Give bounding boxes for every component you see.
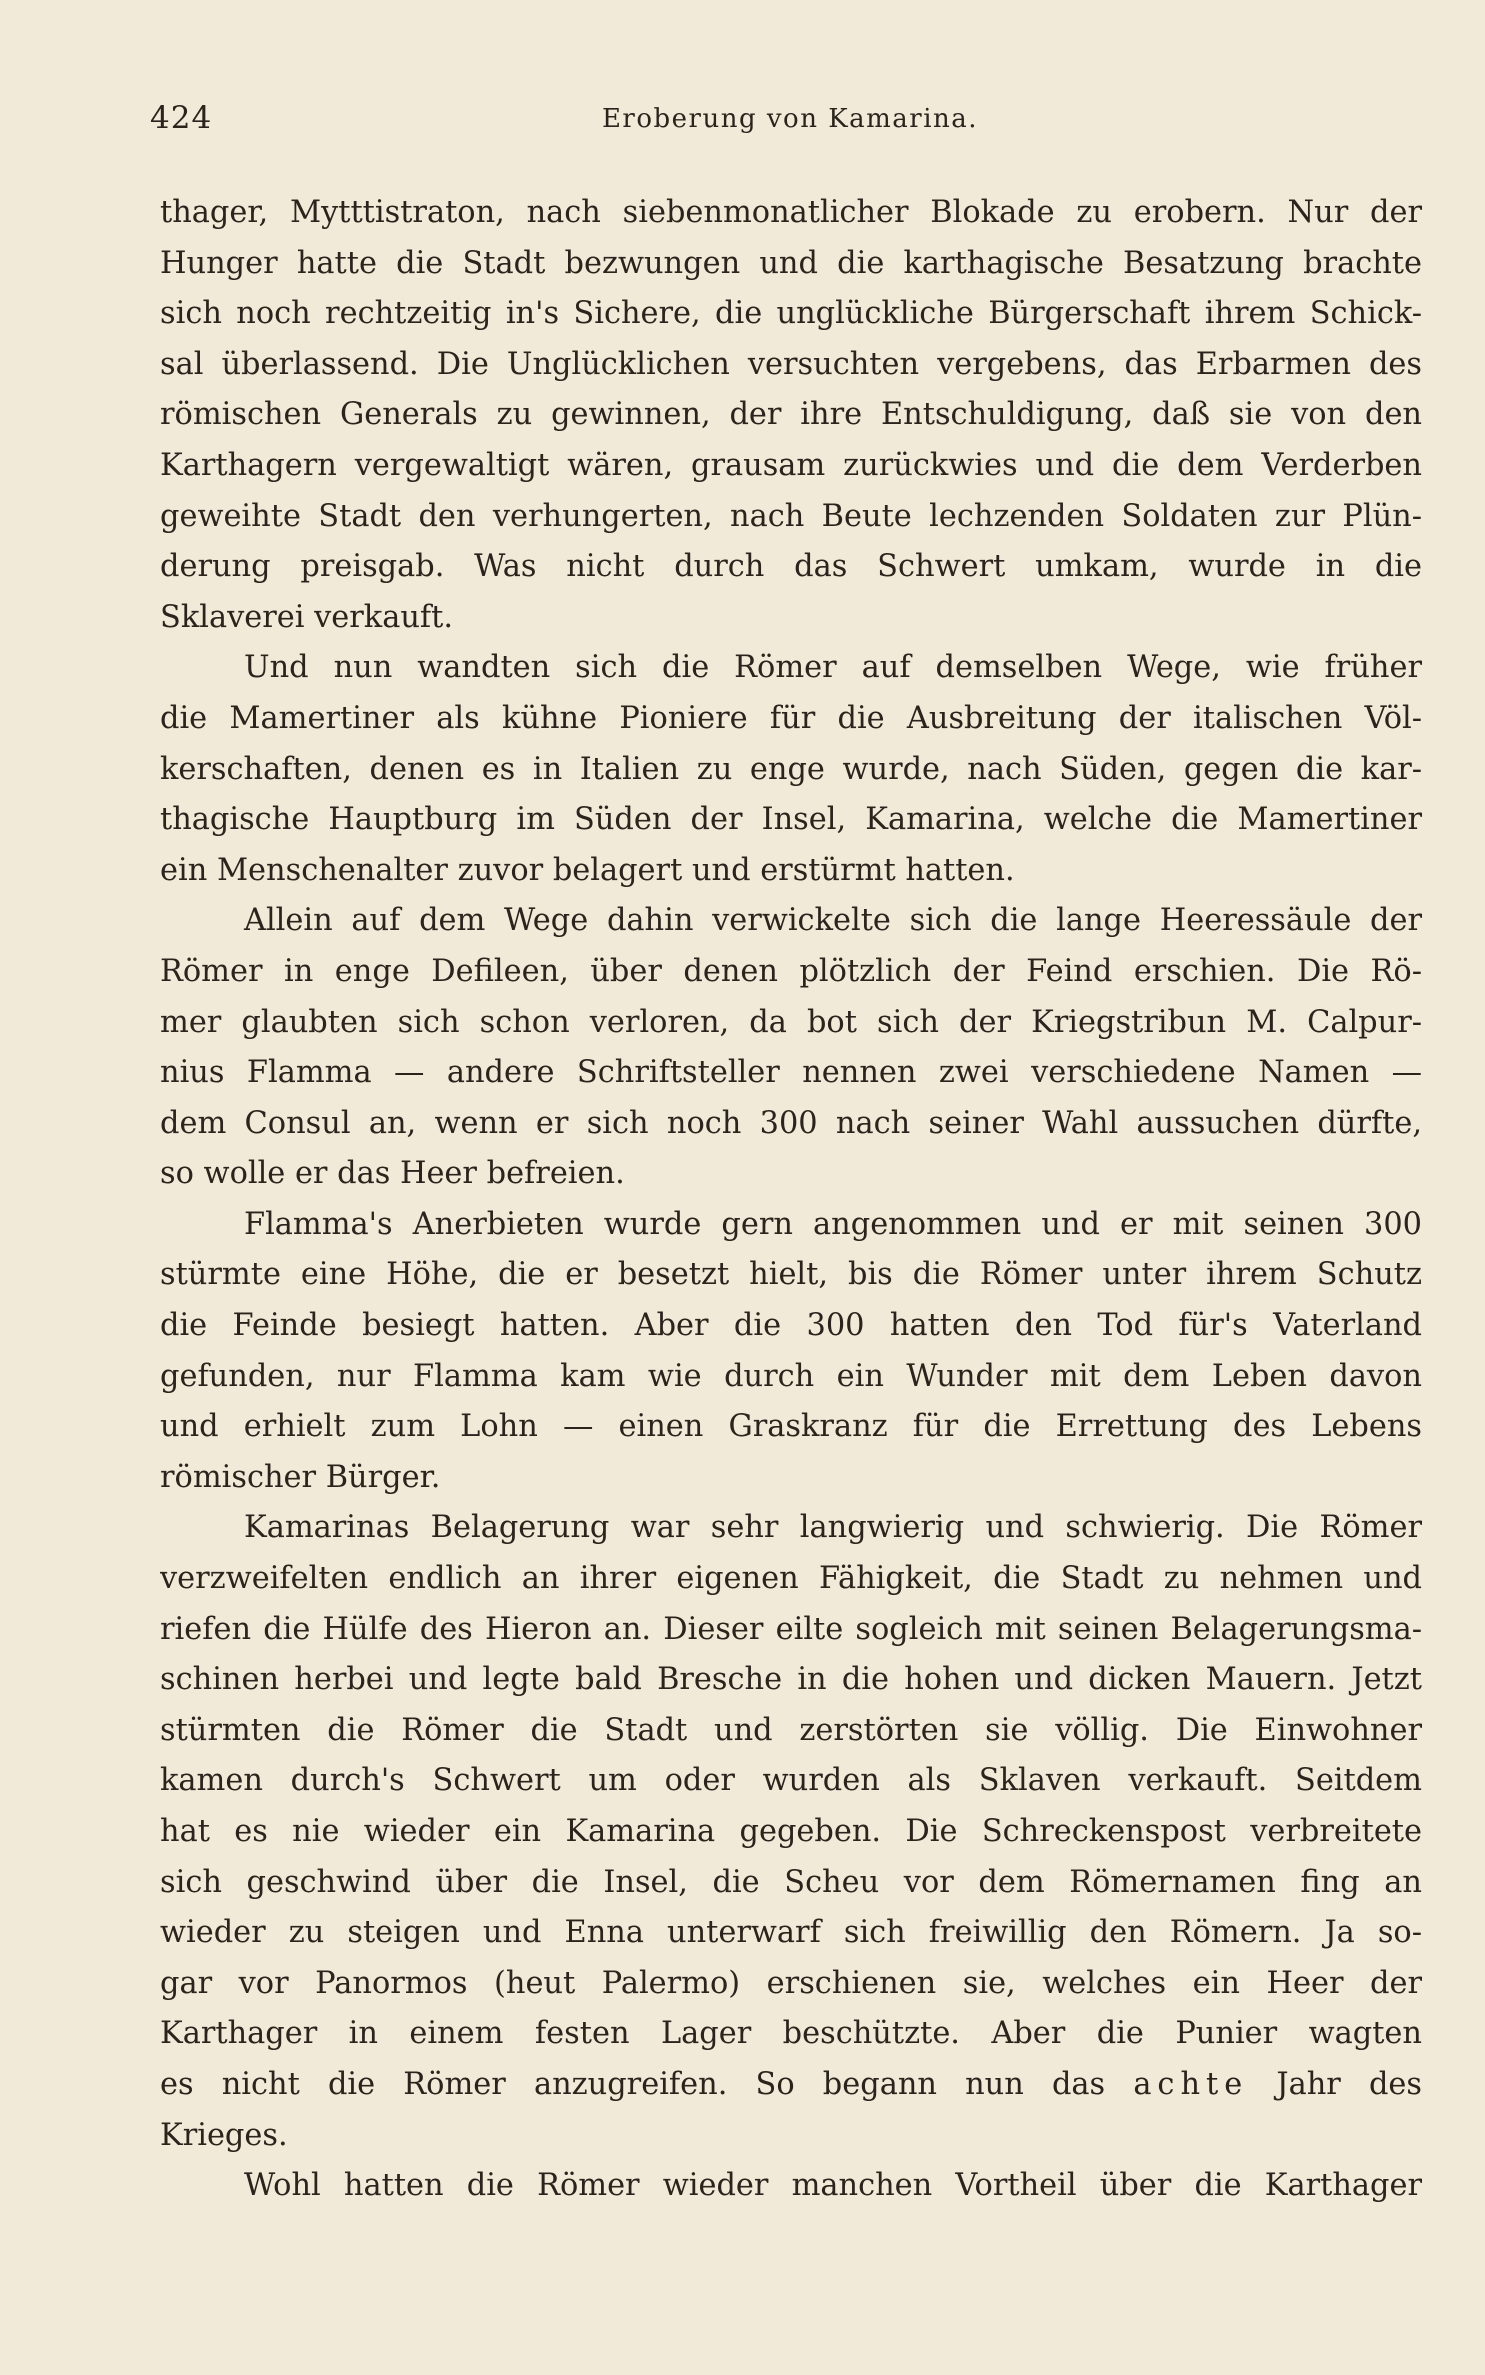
text-line-content: Karthager in einem festen Lager beschützte. Aber die Punier wagten: [160, 2016, 1422, 2052]
text-line: [160, 795, 1422, 846]
body-text: [160, 188, 1422, 2212]
text-line-content: und erhielt zum Lohn — einen Graskranz für die Errettung des Lebens: [160, 1409, 1422, 1445]
text-line: [160, 846, 1422, 897]
text-line-content: Kamarinas Belagerung war sehr langwierig und schwierig. Die Römer: [244, 1510, 1422, 1546]
text-line: [160, 1706, 1422, 1757]
text-line: [160, 1402, 1422, 1453]
text-line-content: Allein auf dem Wege dahin verwickelte sich die lange Heeressäule der: [244, 903, 1422, 939]
text-line: [160, 1250, 1422, 1301]
text-line-content: kerschaften, denen es in Italien zu enge wurde, nach Süden, gegen die kar-: [160, 751, 1422, 787]
text-line: [160, 1655, 1422, 1706]
text-line-content: Karthagern vergewaltigt wären, grausam zurückwies und die dem Verderben: [160, 447, 1422, 483]
text-line-content: sich noch rechtzeitig in's Sichere, die unglückliche Bürgerschaft ihrem Schick-: [160, 296, 1422, 332]
text-line: [160, 1149, 1422, 1200]
text-line: [160, 2009, 1422, 2060]
text-line-content: derung preisgab. Was nicht durch das Schwert umkam, wurde in die: [160, 549, 1422, 585]
text-line-content: verzweifelten endlich an ihrer eigenen Fähigkeit, die Stadt zu nehmen und: [160, 1561, 1422, 1597]
text-line: [160, 239, 1422, 290]
text-line-content: thagische Hauptburg im Süden der Insel, Kamarina, welche die Mamertiner: [160, 802, 1422, 838]
text-line: [160, 289, 1422, 340]
text-line: [160, 1503, 1422, 1554]
text-line-content: es nicht die Römer anzugreifen. So begann nun das: [160, 2066, 1106, 2102]
text-line: [160, 492, 1422, 543]
text-line-content: römischer Bürger.: [160, 1459, 441, 1495]
text-line-content: geweihte Stadt den verhungerten, nach Beute lechzenden Soldaten zur Plün-: [160, 498, 1422, 534]
text-line: [160, 2111, 1422, 2162]
text-line-content: nius Flamma — andere Schriftsteller nennen zwei verschiedene Namen —: [160, 1055, 1422, 1091]
text-line-content: Sklaverei verkauft.: [160, 599, 454, 635]
text-line: [160, 947, 1422, 998]
text-line: [160, 745, 1422, 796]
text-line: [160, 1099, 1422, 1150]
text-line: [160, 2161, 1422, 2212]
text-line-content: mer glaubten sich schon verloren, da bot sich der Kriegstribun M. Calpur-: [160, 1004, 1422, 1040]
text-line-content: die Feinde besiegt hatten. Aber die 300 hatten den Tod für's Vaterland: [160, 1308, 1422, 1344]
text-line: [160, 390, 1422, 441]
running-title: Eroberung von Kamarina.: [601, 104, 979, 134]
text-line-content: stürmten die Römer die Stadt und zerstörten sie völlig. Die Einwohner: [160, 1712, 1422, 1748]
text-line: [160, 1352, 1422, 1403]
text-line-content: sal überlassend. Die Unglücklichen versuchten vergebens, das Erbarmen des: [160, 346, 1422, 382]
text-line: [160, 188, 1422, 239]
text-line-content: Wohl hatten die Römer wieder manchen Vortheil über die Karthager: [244, 2168, 1422, 2204]
text-line: [160, 1605, 1422, 1656]
text-line: [160, 1756, 1422, 1807]
text-line: [160, 542, 1422, 593]
text-line-content: kamen durch's Schwert um oder wurden als Sklaven verkauft. Seitdem: [160, 1763, 1422, 1799]
text-line-content: ein Menschenalter zuvor belagert und erstürmt hatten.: [160, 852, 1015, 888]
text-line-content: riefen die Hülfe des Hieron an. Dieser eilte sogleich mit seinen Belagerungsma-: [160, 1611, 1422, 1647]
text-line-content: gar vor Panormos (heut Palermo) erschienen sie, welches ein Heer der: [160, 1965, 1422, 2001]
text-line: [160, 643, 1422, 694]
text-line: [160, 441, 1422, 492]
text-line-content: Flamma's Anerbieten wurde gern angenommen und er mit seinen 300: [244, 1206, 1422, 1242]
text-line-content: römischen Generals zu gewinnen, der ihre Entschuldigung, daß sie von den: [160, 397, 1422, 433]
text-line-content: Und nun wandten sich die Römer auf demselben Wege, wie früher: [244, 650, 1422, 686]
text-line: [160, 1908, 1422, 1959]
text-line-tail: Jahr des: [1248, 2066, 1422, 2102]
text-line: [160, 998, 1422, 1049]
text-line: [160, 1959, 1422, 2010]
text-line: [160, 694, 1422, 745]
text-line-content: wieder zu steigen und Enna unterwarf sich freiwillig den Römern. Ja so-: [160, 1915, 1422, 1951]
text-line-content: sich geschwind über die Insel, die Scheu vor dem Römernamen fing an: [160, 1864, 1422, 1900]
text-line: [160, 896, 1422, 947]
text-line: [160, 2060, 1422, 2111]
text-line: [160, 1554, 1422, 1605]
text-line-content: dem Consul an, wenn er sich noch 300 nach seiner Wahl aussuchen dürfte,: [160, 1105, 1422, 1141]
text-line-content: Römer in enge Defileen, über denen plötzlich der Feind erschien. Die Rö-: [160, 953, 1422, 989]
page-header: [150, 100, 1430, 144]
text-line-content: schinen herbei und legte bald Bresche in die hohen und dicken Mauern. Jetzt: [160, 1662, 1422, 1698]
text-line-content: so wolle er das Heer befreien.: [160, 1156, 625, 1192]
text-line: [160, 340, 1422, 391]
text-line-content: Hunger hatte die Stadt bezwungen und die karthagische Besatzung brachte: [160, 245, 1422, 281]
text-line: [160, 1858, 1422, 1909]
text-line-content: gefunden, nur Flamma kam wie durch ein Wunder mit dem Leben davon: [160, 1358, 1422, 1394]
text-line: [160, 593, 1422, 644]
text-line: [160, 1301, 1422, 1352]
text-line-content: stürmte eine Höhe, die er besetzt hielt, bis die Römer unter ihrem Schutz: [160, 1257, 1422, 1293]
text-line: [160, 1200, 1422, 1251]
text-line: [160, 1048, 1422, 1099]
emphasized-word: achte: [1133, 2066, 1249, 2102]
text-line-content: Krieges.: [160, 2117, 288, 2153]
text-line: [160, 1807, 1422, 1858]
text-line-content: hat es nie wieder ein Kamarina gegeben. Die Schreckenspost verbreitete: [160, 1814, 1422, 1849]
page-number: 424: [150, 100, 213, 136]
text-line: [160, 1453, 1422, 1504]
text-line-content: thager, Mytttistraton, nach siebenmonatlicher Blokade zu erobern. Nur der: [160, 195, 1422, 230]
text-line-content: die Mamertiner als kühne Pioniere für die Ausbreitung der italischen Völ-: [160, 700, 1422, 736]
